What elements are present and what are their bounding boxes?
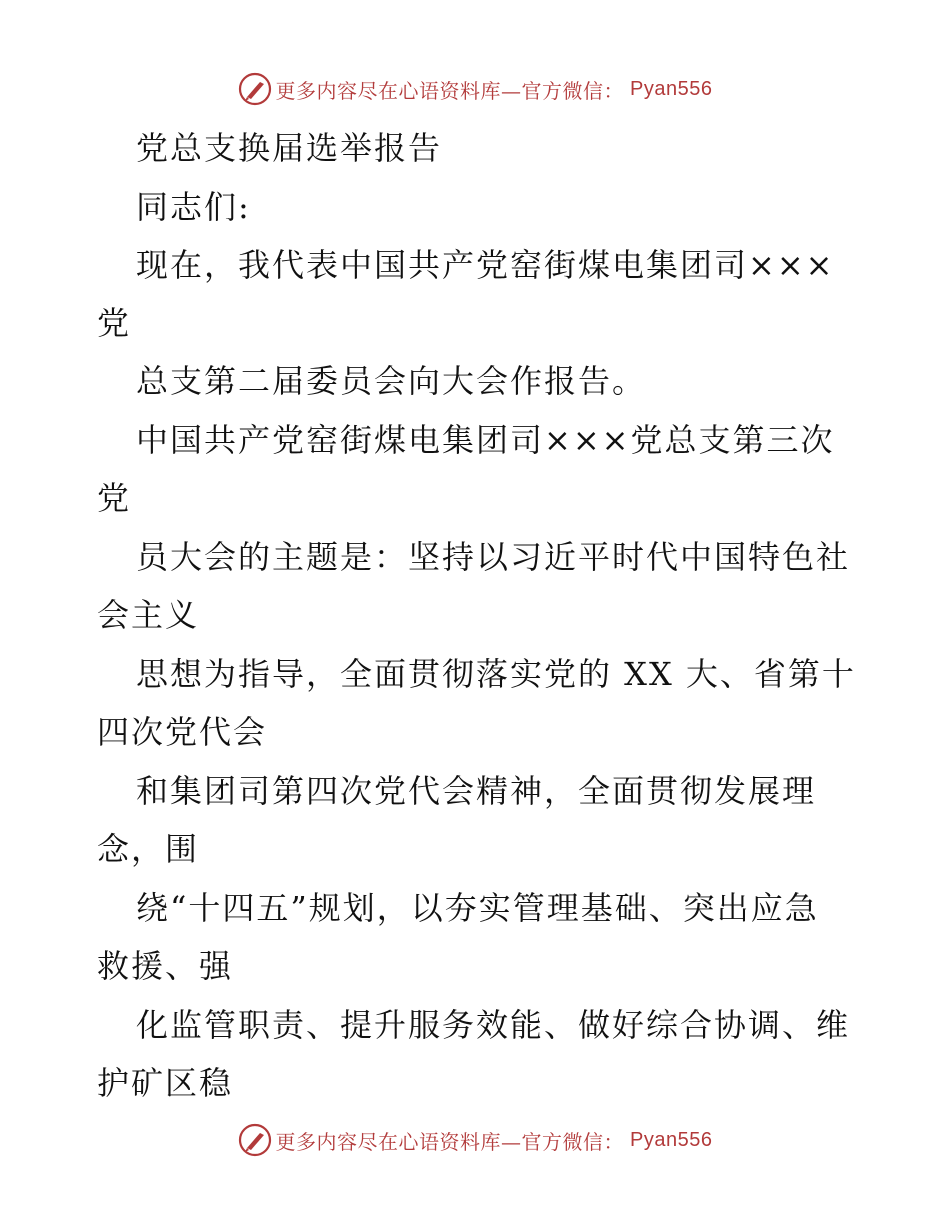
paragraph-line: 四次党代会	[97, 713, 268, 751]
paragraph-line: 绕“十四五”规划，以夯实管理基础、突出应急	[136, 889, 819, 927]
paragraph-line: 现在，我代表中国共产党窑街煤电集团司×××	[136, 246, 835, 284]
paragraph-line: 会主义	[97, 596, 200, 634]
banner-text: 更多内容尽在心语资料库—官方微信：	[275, 78, 625, 103]
paragraph-line: 思想为指导，全面贯彻落实党的 XX 大、省第十	[136, 655, 856, 693]
quill-logo-icon	[238, 1123, 272, 1157]
paragraph-line: 护矿区稳	[97, 1064, 234, 1102]
paragraph-line: 化监管职责、提升服务效能、做好综合协调、维	[136, 1006, 851, 1044]
paragraph-line: 中国共产党窑街煤电集团司×××党总支第三次	[136, 421, 835, 459]
wechat-id: Pyan556	[630, 77, 713, 100]
paragraph-line: 员大会的主题是：坚持以习近平时代中国特色社	[136, 538, 851, 576]
header-watermark-banner	[0, 71, 950, 107]
footer-watermark-banner	[0, 1122, 950, 1158]
doc-title: 党总支换届选举报告	[136, 129, 443, 167]
paragraph-line: 总支第二届委员会向大会作报告。	[136, 362, 647, 400]
wechat-id: Pyan556	[630, 1128, 713, 1151]
paragraph-line: 和集团司第四次党代会精神，全面贯彻发展理	[136, 772, 817, 810]
quill-logo-icon	[238, 72, 272, 106]
banner-text: 更多内容尽在心语资料库—官方微信：	[275, 1129, 625, 1154]
paragraph-line: 救援、强	[97, 947, 234, 985]
paragraph-line: 党	[97, 479, 132, 517]
paragraph-line: 党	[97, 304, 132, 342]
salutation: 同志们:	[136, 188, 251, 226]
paragraph-line: 念，围	[97, 830, 200, 868]
